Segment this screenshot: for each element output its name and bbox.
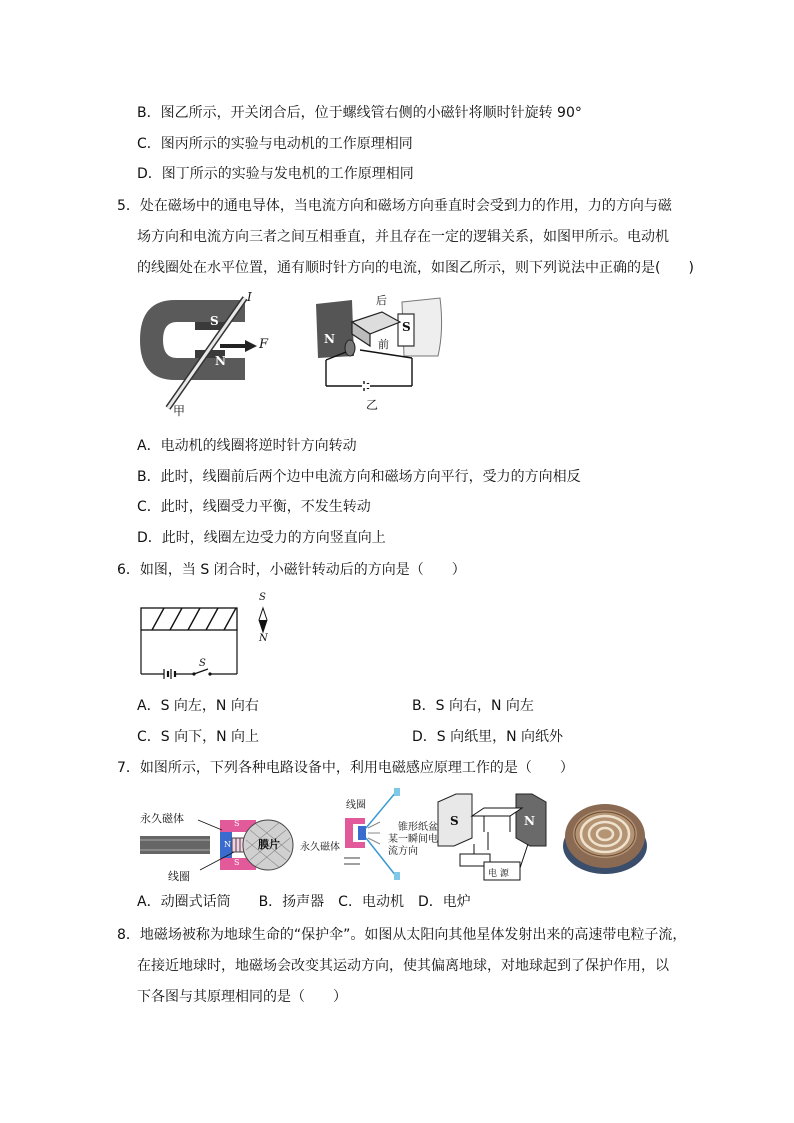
jia-s-label: S	[210, 314, 219, 328]
q6-option-a: A．S 向左，N 向右	[137, 698, 259, 714]
figure-jia	[135, 290, 275, 420]
q7-fig3-power-label: 电 源	[488, 869, 509, 879]
jia-n-label: N	[215, 354, 226, 368]
q4-option-c: C．图丙所示的实验与电动机的工作原理相同	[137, 136, 413, 152]
q7-fig1-film-label: 膜片	[258, 838, 280, 851]
q7-fig2-coil-label: 线圈	[346, 800, 366, 811]
q5-option-b: B．此时，线圈前后两个边中电流方向和磁场方向平行，受力的方向相反	[137, 469, 581, 485]
figure-q6	[136, 590, 276, 682]
figure-q7-motor	[436, 788, 548, 888]
q6-option-d: D．S 向纸里，N 向纸外	[412, 729, 564, 745]
yi-s-label: S	[402, 320, 411, 334]
q6-needle-n-label: N	[259, 633, 268, 644]
solenoid-circuit-diagram	[136, 590, 276, 682]
q5-option-d: D．此时，线圈左边受力的方向竖直向上	[137, 530, 386, 546]
q4-option-d: D．图丁所示的实验与发电机的工作原理相同	[137, 166, 414, 182]
q8-stem-line1: 8．地磁场被称为地球生命的“保护伞”。如图从太阳向其他星体发射出来的高速带电粒子流，	[117, 927, 687, 943]
q5-stem-line1: 5．处在磁场中的通电导体，当电流方向和磁场方向垂直时会受到力的作用，力的方向与磁	[117, 198, 672, 214]
jia-caption: 甲	[173, 404, 186, 418]
yi-back-label: 后	[376, 294, 387, 307]
q7-fig1-magnet-label: 永久磁体	[140, 812, 184, 825]
q4-option-b: B．图乙所示，开关闭合后，位于螺线管右侧的小磁针将顺时针旋转 90°	[137, 105, 582, 121]
q5-stem-line2: 场方向和电流方向三者之间互相垂直，并且存在一定的逻辑关系，如图甲所示。电动机	[137, 229, 669, 245]
figure-yi	[312, 290, 447, 410]
q7-fig2-cone-label: 锥形纸盆	[398, 822, 438, 833]
yi-n-label: N	[324, 332, 335, 346]
figure-q7-microphone	[140, 802, 300, 886]
q5-option-a: A．电动机的线圈将逆时针方向转动	[137, 438, 357, 454]
q7-fig3-n-label: N	[524, 814, 535, 828]
q6-needle-s-label: S	[259, 592, 266, 603]
q7-fig3-s-label: S	[450, 814, 459, 828]
q7-fig2-current-label: 某一瞬间电流方向	[388, 834, 438, 857]
yi-caption: 乙	[366, 398, 379, 412]
electric-stove-image	[560, 796, 650, 878]
q7-fig1-n-label: N	[224, 840, 231, 849]
q7-fig1-coil-label: 线圈	[168, 870, 190, 883]
q8-stem-line2: 在接近地球时，地磁场会改变其运动方向，使其偏离地球，对地球起到了保护作用，以	[137, 958, 669, 974]
q6-option-c: C．S 向下，N 向上	[137, 729, 260, 745]
q6-switch-label: S	[199, 658, 206, 669]
q6-stem: 6．如图，当 S 闭合时，小磁针转动后的方向是（ ）	[117, 562, 466, 578]
q8-stem-line3: 下各图与其原理相同的是（ ）	[137, 989, 347, 1005]
figure-q7-stove	[560, 796, 650, 878]
q6-option-b: B．S 向右，N 向左	[412, 698, 534, 714]
jia-f-label: F	[259, 337, 269, 352]
q7-options: A．动圈式话筒 B．扬声器 C．电动机 D．电炉	[137, 894, 471, 910]
figure-q7-speaker	[300, 788, 438, 888]
jia-i-label: I	[247, 290, 252, 304]
q5-stem-line3: 的线圈处在水平位置，通有顺时针方向的电流，如图乙所示，则下列说法中正确的是( )	[137, 260, 694, 276]
q5-option-c: C．此时，线圈受力平衡，不发生转动	[137, 499, 371, 515]
q7-fig2-magnet-label: 永久磁体	[300, 842, 340, 853]
q7-stem: 7．如图所示，下列各种电路设备中，利用电磁感应原理工作的是（ ）	[117, 760, 574, 776]
horseshoe-magnet-diagram	[135, 290, 275, 420]
yi-front-label: 前	[378, 338, 389, 351]
q7-fig1-s2-label: S	[234, 858, 240, 867]
q7-fig1-s1-label: S	[234, 819, 240, 828]
